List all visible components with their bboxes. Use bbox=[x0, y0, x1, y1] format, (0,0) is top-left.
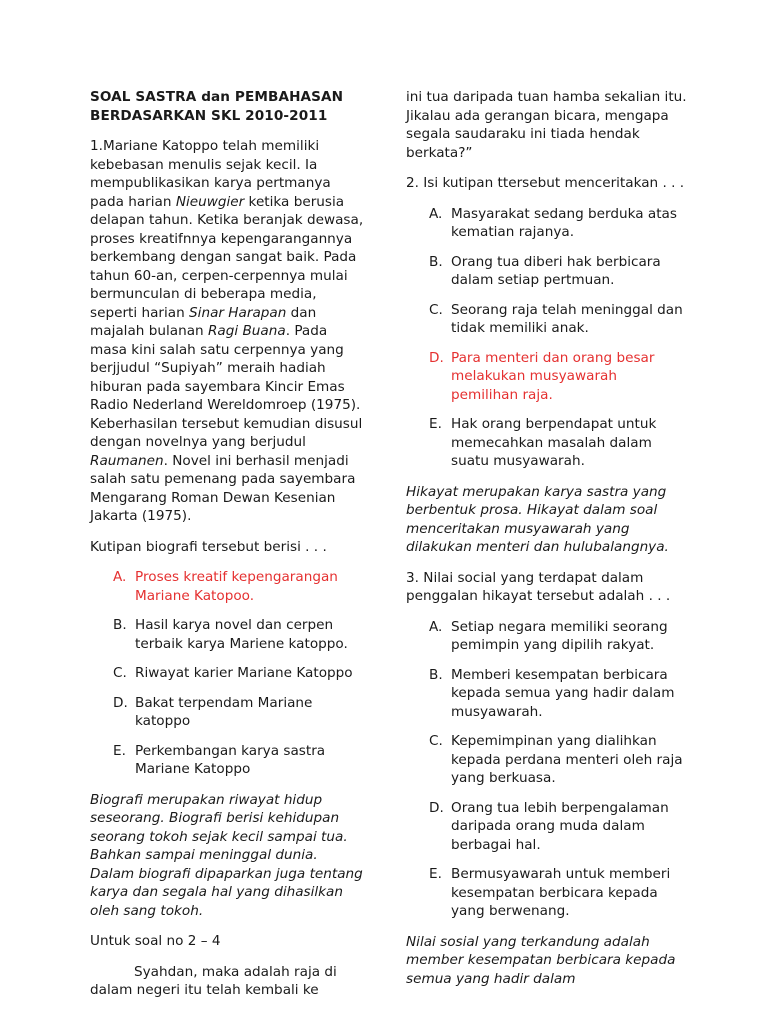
answer-option-d bbox=[429, 799, 688, 855]
question-3-prompt: 3. Nilai social yang terdapat dalam penggalan hikayat tersebut adalah . . . bbox=[406, 569, 671, 604]
question-2-options bbox=[406, 205, 688, 471]
question-1-passage bbox=[90, 137, 365, 526]
option-letter: E. bbox=[429, 416, 442, 432]
option-letter: E. bbox=[113, 742, 126, 759]
title-line-1: SOAL SASTRA dan PEMBAHASAN bbox=[90, 89, 344, 105]
question-2-prompt: 2. Isi kutipan ttersebut menceritakan . . . bbox=[406, 175, 685, 191]
option-text: Riwayat karier Mariane Katoppo bbox=[135, 665, 353, 681]
title-line-2: BERDASARKAN SKL 2010-2011 bbox=[90, 107, 328, 124]
passage-text: dan majalah bulanan bbox=[90, 304, 317, 339]
question-2-explanation: Hikayat merupakan karya sastra yang berbentuk prosa. Hikayat dalam soal menceritakan musyawarah yang dilakukan menteri dan hulubalangnya. bbox=[406, 483, 669, 555]
hikayat-passage-start: Syahdan, maka adalah raja di dalam negeri itu telah kembali ke bbox=[90, 963, 337, 998]
answer-option-b bbox=[429, 253, 688, 290]
option-text: Bakat terpendam Mariane katoppo bbox=[135, 694, 313, 729]
answer-option-e bbox=[429, 415, 688, 471]
option-text: Masyarakat sedang berduka atas kematian rajanya. bbox=[451, 205, 677, 240]
option-letter: B. bbox=[113, 617, 127, 633]
question-1-options bbox=[90, 568, 365, 779]
answer-option-e bbox=[113, 742, 365, 779]
option-letter: A. bbox=[429, 205, 443, 222]
passage-italic-title: Ragi Buana bbox=[207, 323, 286, 339]
hikayat-passage-continued: ini tua daripada tuan hamba sekalian itu. Jikalau ada gerangan bicara, mengapa segala saudaraku ini tiada hendak berkata?” bbox=[406, 89, 687, 161]
option-letter: D. bbox=[429, 349, 444, 366]
answer-option-d bbox=[113, 694, 365, 731]
option-text: Para menteri dan orang besar melakukan musyawarah pemilihan raja. bbox=[451, 349, 655, 403]
option-letter: C. bbox=[113, 665, 127, 681]
answer-option-a bbox=[429, 205, 688, 242]
option-text: Hak orang berpendapat untuk memecahkan masalah dalam suatu musyawarah. bbox=[451, 416, 657, 469]
right-column bbox=[406, 88, 688, 988]
question-1-explanation: Biografi merupakan riwayat hidup seseorang. Biografi berisi kehidupan seorang tokoh sejak kecil sampai tua. Bahkan sampai meninggal dunia. Dalam biografi dipaparkan juga tentang karya dan segala hal yang dihasilkan oleh sang tokoh. bbox=[90, 791, 363, 919]
option-letter: A. bbox=[113, 569, 127, 585]
option-text: Bermusyawarah untuk memberi kesempatan berbicara kepada yang berwenang. bbox=[451, 866, 671, 919]
passage-italic-title: Nieuwgier bbox=[175, 193, 245, 210]
passage-text: . Novel ini berhasil menjadi salah satu pemenang pada sayembara Mengarang Roman Dewan Kesenian Jakarta (1975). bbox=[90, 452, 356, 524]
document-title bbox=[90, 88, 365, 125]
option-text: Orang tua lebih berpengalaman daripada orang muda dalam berbagai hal. bbox=[451, 799, 669, 853]
option-text: Memberi kesempatan berbicara kepada semua yang hadir dalam musyawarah. bbox=[451, 666, 675, 720]
answer-option-a bbox=[113, 568, 365, 605]
answer-option-c bbox=[429, 732, 688, 788]
passage-italic-title: Sinar Harapan bbox=[189, 304, 287, 321]
option-letter: C. bbox=[429, 301, 443, 318]
option-text: Setiap negara memiliki seorang pemimpin yang dipilih rakyat. bbox=[451, 618, 668, 653]
answer-option-c bbox=[113, 664, 365, 683]
section-heading-2-4: Untuk soal no 2 – 4 bbox=[90, 933, 221, 949]
answer-option-b bbox=[429, 666, 688, 722]
question-1-prompt: Kutipan biografi tersebut berisi . . . bbox=[90, 538, 327, 555]
passage-italic-title: Raumanen bbox=[90, 452, 164, 469]
passage-text: ketika berusia delapan tahun. Ketika beranjak dewasa, proses kreatifnnya kepengarangannya berkembang dengan sangat baik. Pada tahun 60-an, cerpen-cerpennya mulai bermunculan di beberapa media, seperti harian bbox=[90, 193, 364, 321]
option-letter: C. bbox=[429, 733, 443, 749]
option-letter: D. bbox=[429, 799, 444, 816]
option-text: Orang tua diberi hak berbicara dalam setiap pertmuan. bbox=[451, 253, 661, 288]
option-text: Hasil karya novel dan cerpen terbaik karya Mariene katoppo. bbox=[135, 617, 348, 652]
left-column bbox=[90, 88, 365, 1000]
question-3-options bbox=[406, 618, 688, 921]
answer-option-b bbox=[113, 616, 365, 653]
answer-option-c bbox=[429, 301, 688, 338]
passage-text: 1.Mariane Katoppo telah memiliki kebebasan menulis sejak kecil. Ia mempublikasikan karya pertmanya pada harian bbox=[90, 138, 331, 210]
option-text: Kepemimpinan yang dialihkan kepada perdana menteri oleh raja yang berkuasa. bbox=[451, 733, 683, 786]
answer-option-d bbox=[429, 349, 688, 405]
passage-text: . Pada masa kini salah satu cerpennya yang berjjudul “Supiyah” meraih hadiah hiburan pada sayembara Kincir Emas Radio Nederland Wereldomroep (1975). Keberhasilan tersebut kemudian disusul dengan novelnya yang berjudul bbox=[90, 323, 363, 450]
option-text: Seorang raja telah meninggal dan tidak memiliki anak. bbox=[451, 301, 683, 336]
answer-option-e bbox=[429, 865, 688, 921]
option-text: Proses kreatif kepengarangan Mariane Katopoo. bbox=[135, 569, 338, 604]
answer-option-a bbox=[429, 618, 688, 655]
option-letter: D. bbox=[113, 694, 128, 711]
option-text: Perkembangan karya sastra Mariane Katoppo bbox=[135, 742, 326, 777]
option-letter: B. bbox=[429, 253, 443, 270]
option-letter: B. bbox=[429, 666, 443, 683]
option-letter: A. bbox=[429, 618, 443, 635]
option-letter: E. bbox=[429, 866, 442, 882]
question-3-explanation: Nilai sosial yang terkandung adalah member kesempatan berbicara kepada semua yang hadir dalam bbox=[406, 933, 676, 987]
